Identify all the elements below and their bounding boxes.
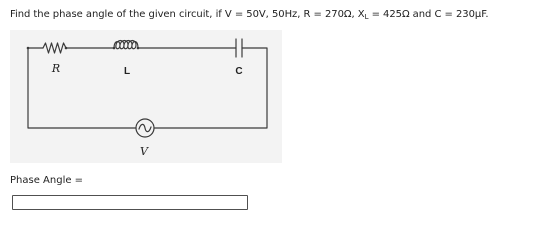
label-c: C — [235, 66, 243, 77]
resistor-symbol — [43, 43, 66, 53]
inductor-symbol — [114, 41, 138, 49]
question-text — [10, 9, 488, 20]
question-main: Find the phase angle of the given circuit, if V = 50V, 50Hz, R = 270Ω, X — [10, 9, 365, 20]
phase-angle-input[interactable] — [12, 195, 248, 210]
label-r: R — [51, 62, 61, 75]
label-l: L — [123, 66, 131, 77]
wire-right — [154, 48, 267, 128]
circuit-drawing — [10, 30, 282, 163]
node-dot — [113, 47, 116, 50]
node-dot — [137, 47, 140, 50]
circuit-diagram — [10, 30, 282, 163]
node-dot — [65, 47, 68, 50]
wire-left — [28, 48, 136, 128]
phase-angle-label: Phase Angle = — [10, 175, 84, 186]
question-tail: = 425Ω and C = 230µF. — [368, 9, 489, 20]
question-subscript: L — [364, 13, 369, 21]
node-dot — [27, 47, 30, 50]
ac-source-wave — [139, 124, 151, 131]
label-v: V — [140, 145, 148, 158]
